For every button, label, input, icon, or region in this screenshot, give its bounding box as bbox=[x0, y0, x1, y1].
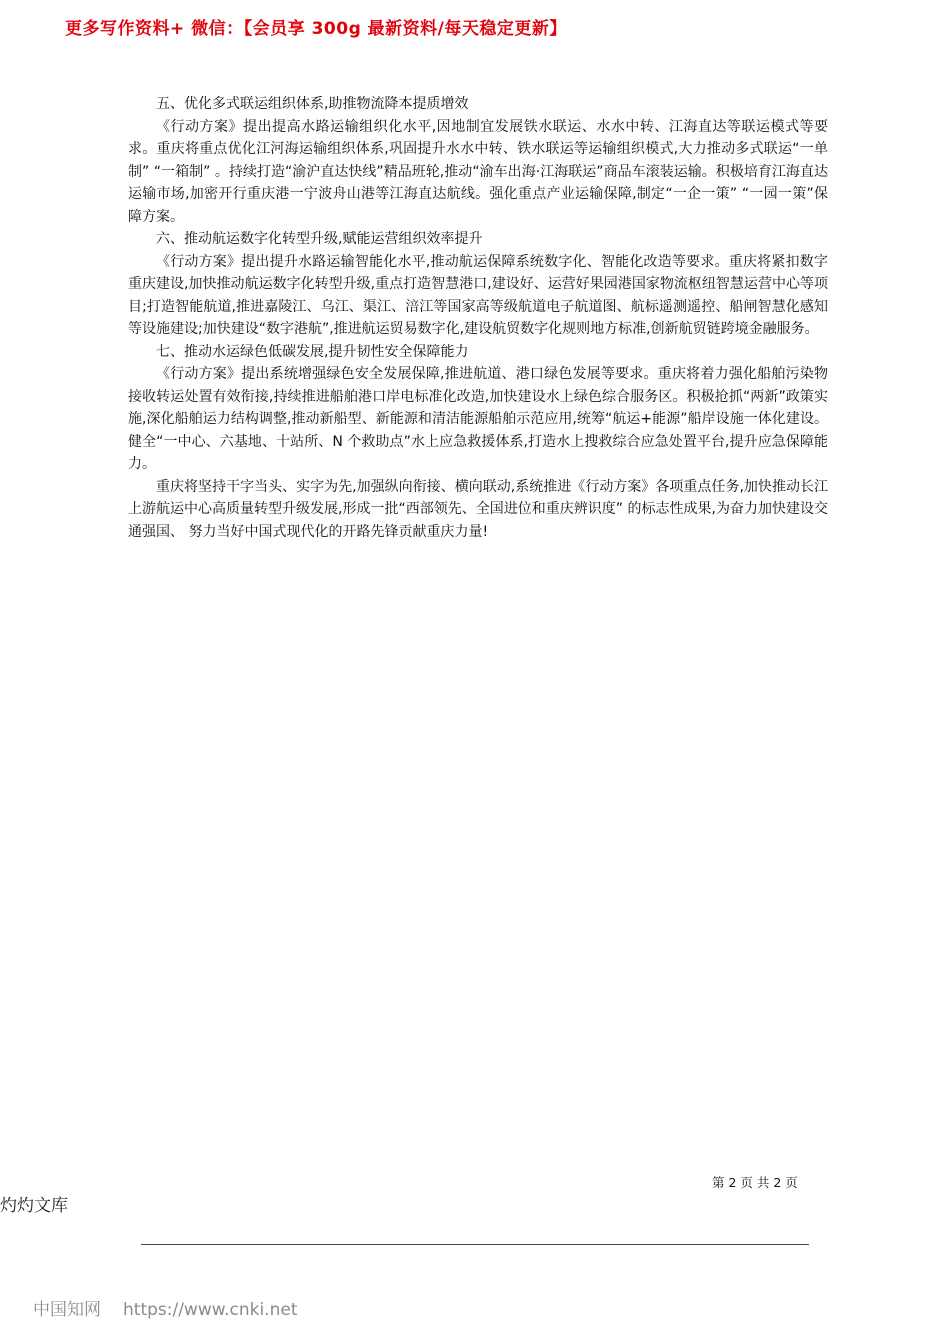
section-7-heading: 七、推动水运绿色低碳发展,提升韧性安全保障能力 bbox=[156, 343, 469, 360]
library-label: 灼灼文库 bbox=[0, 1196, 68, 1216]
footer-site-name: 中国知网 bbox=[33, 1300, 101, 1320]
section-5-paragraph: 《行动方案》提出提高水路运输组织化水平,因地制宜发展铁水联运、水水中转、江海直达等联运模式等要求。重庆将重点优化江河海运输组织体系,巩固提升水水中转、铁水联运等运输组织模式,大力推动多式联运“一单制” “一箱制” 。持续打造“渝沪直达快线”精品班轮,推动“渝车出海·江海联运”商品车滚装运输。积极培育江海直达运输市场,加密开行重庆港一宁波舟山港等江海直达航线。强化重点产业运输保障,制定“一企一策” “一园一策”保障方案。 bbox=[128, 118, 828, 225]
promo-banner: 更多写作资料+ 微信：【会员享 300g 最新资料/每天稳定更新】 bbox=[65, 19, 567, 39]
footer-url: https://www.cnki.net bbox=[123, 1300, 298, 1320]
closing-paragraph: 重庆将坚持干字当头、实字为先,加强纵向衔接、横向联动,系统推进《行动方案》各项重点任务,加快推动长江上游航运中心高质量转型升级发展,形成一批“西部领先、全国进位和重庆辨识度” 的标志性成果,为奋力加快建设交通强国、 努力当好中国式现代化的开路先锋贡献重庆力量! bbox=[128, 478, 828, 540]
footer-watermark bbox=[33, 1295, 319, 1320]
footer-divider bbox=[141, 1244, 809, 1245]
page-number: 第 2 页 共 2 页 bbox=[712, 1175, 798, 1190]
document-body bbox=[128, 93, 828, 543]
section-6-heading: 六、推动航运数字化转型升级,赋能运营组织效率提升 bbox=[156, 231, 483, 247]
section-6-paragraph: 《行动方案》提出提升水路运输智能化水平,推动航运保障系统数字化、智能化改造等要求。重庆将紧扣数字重庆建设,加快推动航运数字化转型升级,重点打造智慧港口,建设好、运营好果园港国家物流枢纽智慧运营中心等项目;打造智能航道,推进嘉陵江、乌江、渠江、涪江等国家高等级航道电子航道图、航标遥测遥控、船闸智慧化感知等设施建设;加快建设“数字港航”,推进航运贸易数字化,建设航贸数字化规则地方标准,创新航贸链跨境金融服务。 bbox=[128, 253, 828, 337]
section-5-heading: 五、优化多式联运组织体系,助推物流降本提质增效 bbox=[156, 96, 469, 112]
section-7-paragraph: 《行动方案》提出系统增强绿色安全发展保障,推进航道、港口绿色发展等要求。重庆将着力强化船舶污染物接收转运处置有效衔接,持续推进船舶港口岸电标准化改造,加快建设水上绿色综合服务区。积极抢抓“两新”政策实施,深化船舶运力结构调整,推动新船型、新能源和清洁能源船舶示范应用,统筹“航运+能源”船岸设施一体化建设。健全“一中心、六基地、十站所、N 个救助点”水上应急救援体系,打造水上搜救综合应急处置平台,提升应急保障能力。 bbox=[128, 366, 828, 472]
